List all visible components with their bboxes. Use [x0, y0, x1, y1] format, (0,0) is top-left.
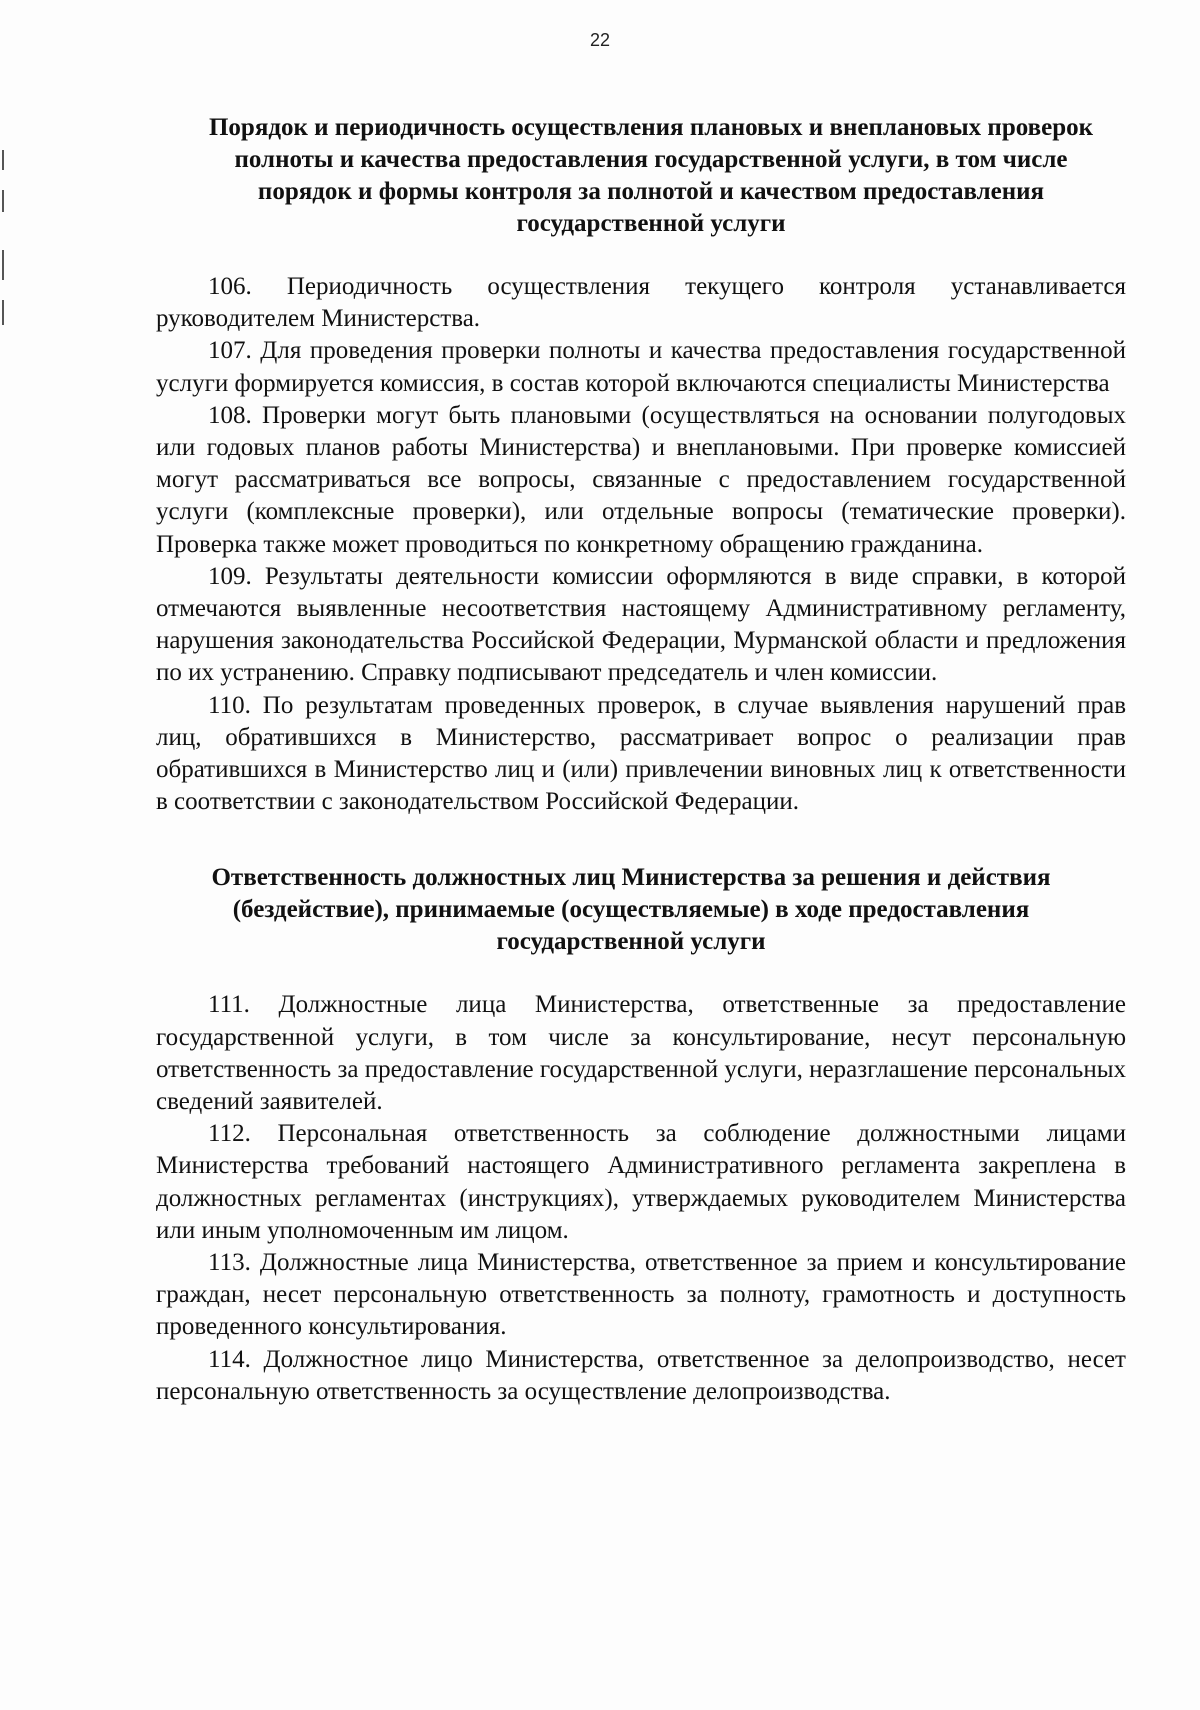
scan-mark — [2, 300, 4, 325]
paragraph-108: 108. Проверки могут быть плановыми (осуществляться на основании полугодовых или годовых планов работы Министерства) и внеплановыми. При проверке комиссией могут рассматриваться все вопросы, связанные с предоставлением государственной услуги (комплексные проверки), или отдельные вопросы (тематические проверки). Проверка также может проводиться по конкретному обращению гражданина. — [156, 401, 1126, 558]
section-heading-responsibility: Ответственность должностных лиц Министерства за решения и действия (бездействие), принимаемые (осуществляемые) в ходе предоставления государственной услуги — [211, 864, 1051, 956]
scan-mark — [2, 250, 4, 280]
paragraph-112: 112. Персональная ответственность за соблюдение должностными лицами Министерства требований настоящего Административного регламента закреплена в должностных регламентах (инструкциях), утверждаемых руководителем Министерства или иным уполномоченным им лицом. — [156, 1120, 1126, 1244]
scan-mark — [2, 190, 4, 212]
page-number: 22 — [589, 30, 611, 50]
paragraph-111: 111. Должностные лица Министерства, ответственные за предоставление государственной услуги, в том числе за консультирование, несут персональную ответственность за предоставление государственной услуги, неразглашение персональных сведений заявителей. — [156, 991, 1126, 1116]
scan-mark — [2, 150, 4, 170]
paragraph-106: 106. Периодичность осуществления текущего контроля устанавливается руководителем Министерства. — [156, 273, 1126, 333]
document-body — [156, 112, 1126, 1408]
paragraph-109: 109. Результаты деятельности комиссии оформляются в виде справки, в которой отмечаются выявленные несоответствия настоящему Административному регламенту, нарушения законодательства Российской Федерации, Мурманской области и предложения по их устранению. Справку подписывают председатель и член комиссии. — [156, 562, 1126, 687]
paragraph-110: 110. По результатам проведенных проверок, в случае выявления нарушений прав лиц, обратившихся в Министерство, рассматривает вопрос о реализации прав обратившихся в Министерство лиц и (или) привлечении виновных лиц к ответственности в соответствии с законодательством Российской Федерации. — [156, 691, 1126, 816]
paragraph-107: 107. Для проведения проверки полноты и качества предоставления государственной услуги формируется комиссия, в состав которой включаются специалисты Министерства — [156, 337, 1126, 397]
paragraph-114: 114. Должностное лицо Министерства, ответственное за делопроизводство, несет персональную ответственность за осуществление делопроизводства. — [156, 1345, 1126, 1405]
section-heading-inspections: Порядок и периодичность осуществления плановых и внеплановых проверок полноты и качества предоставления государственной услуги, в том числе порядок и формы контроля за полнотой и качеством предоставления государственной услуги — [208, 114, 1094, 237]
paragraph-113: 113. Должностные лица Министерства, ответственное за прием и консультирование граждан, несет персональную ответственность за полноту, грамотность и доступность проведенного консультирования. — [156, 1249, 1126, 1341]
